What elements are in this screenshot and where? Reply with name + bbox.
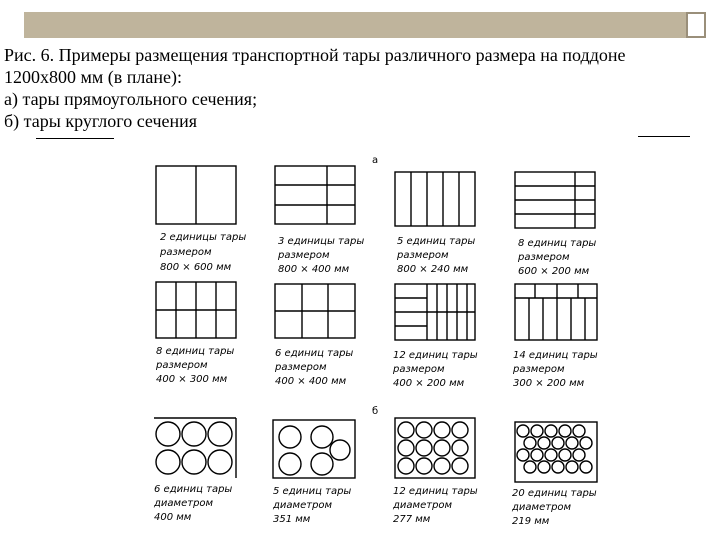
layout-8-units-600x200 — [515, 172, 595, 228]
section-a-label: а — [372, 155, 379, 166]
layout-20-circles-219 — [515, 422, 597, 482]
svg-text:800 × 400 мм: 800 × 400 мм — [278, 264, 350, 275]
layout-5-circles-351 — [273, 420, 355, 478]
caption-line-2: 1200х800 мм (в плане): — [4, 67, 182, 87]
svg-text:размером: размером — [397, 250, 449, 261]
label-fig-12 — [511, 488, 597, 527]
label-fig-4 — [517, 238, 596, 277]
svg-text:размером: размером — [275, 362, 327, 373]
svg-text:размером: размером — [160, 247, 212, 258]
layout-6-circles-400 — [154, 418, 236, 478]
svg-text:размером: размером — [393, 364, 445, 375]
svg-text:6 единиц тары: 6 единиц тары — [154, 484, 233, 495]
svg-text:20 единиц тары: 20 единиц тары — [512, 488, 597, 499]
label-fig-8 — [512, 350, 598, 389]
svg-text:277 мм: 277 мм — [393, 514, 431, 525]
svg-text:800 × 600 мм: 800 × 600 мм — [160, 262, 232, 273]
layout-3-units-800x400 — [275, 166, 355, 224]
svg-text:8 единиц тары: 8 единиц тары — [518, 238, 597, 249]
svg-text:400 × 300 мм: 400 × 300 мм — [156, 374, 228, 385]
svg-text:12 единиц тары: 12 единиц тары — [393, 350, 478, 361]
label-fig-9 — [153, 484, 232, 523]
label-fig-10 — [272, 486, 351, 525]
layout-8-units-400x300 — [156, 282, 236, 338]
layout-5-units-800x240 — [395, 172, 475, 226]
label-fig-6 — [274, 348, 353, 387]
svg-text:диаметром: диаметром — [273, 500, 333, 511]
svg-text:800 × 240 мм: 800 × 240 мм — [397, 264, 469, 275]
svg-text:400 мм: 400 мм — [154, 512, 192, 523]
section-b-label: б — [372, 406, 379, 417]
svg-text:2 единицы тары: 2 единицы тары — [160, 232, 247, 243]
svg-text:219 мм: 219 мм — [512, 516, 550, 527]
label-fig-7 — [392, 350, 478, 389]
layout-14-units-300x200 — [515, 284, 597, 340]
svg-text:3 единицы тары: 3 единицы тары — [278, 236, 365, 247]
label-fig-1 — [159, 232, 246, 273]
label-fig-3 — [396, 236, 475, 275]
layout-12-units-400x200 — [395, 284, 475, 340]
layout-6-units-400x400 — [275, 284, 355, 338]
svg-text:351 мм: 351 мм — [273, 514, 311, 525]
caption-line-3: а) тары прямоугольного сечения; — [4, 89, 258, 109]
svg-text:диаметром: диаметром — [154, 498, 214, 509]
svg-text:14 единиц тары: 14 единиц тары — [513, 350, 598, 361]
caption-line-4: б) тары круглого сечения — [4, 111, 198, 131]
svg-text:5 единиц тары: 5 единиц тары — [273, 486, 352, 497]
svg-text:6 единиц тары: 6 единиц тары — [275, 348, 354, 359]
svg-text:12 единиц тары: 12 единиц тары — [393, 486, 478, 497]
svg-text:размером: размером — [513, 364, 565, 375]
layout-2-units-800x600 — [156, 166, 236, 224]
svg-text:400 × 400 мм: 400 × 400 мм — [275, 376, 347, 387]
svg-text:400 × 200 мм: 400 × 200 мм — [393, 378, 465, 389]
svg-text:600 × 200 мм: 600 × 200 мм — [518, 266, 590, 277]
svg-text:диаметром: диаметром — [393, 500, 453, 511]
label-fig-5 — [155, 346, 234, 385]
svg-text:8 единиц тары: 8 единиц тары — [156, 346, 235, 357]
svg-text:размером: размером — [278, 250, 330, 261]
layout-12-circles-277 — [395, 418, 475, 478]
label-fig-2 — [277, 236, 364, 275]
svg-text:300 × 200 мм: 300 × 200 мм — [513, 378, 585, 389]
label-fig-11 — [392, 486, 478, 525]
svg-text:размером: размером — [156, 360, 208, 371]
svg-text:диаметром: диаметром — [512, 502, 572, 513]
caption-line-1: Рис. 6. Примеры размещения транспортной тары различного размера на поддоне — [4, 45, 626, 65]
svg-text:размером: размером — [518, 252, 570, 263]
svg-text:5 единиц тары: 5 единиц тары — [397, 236, 476, 247]
